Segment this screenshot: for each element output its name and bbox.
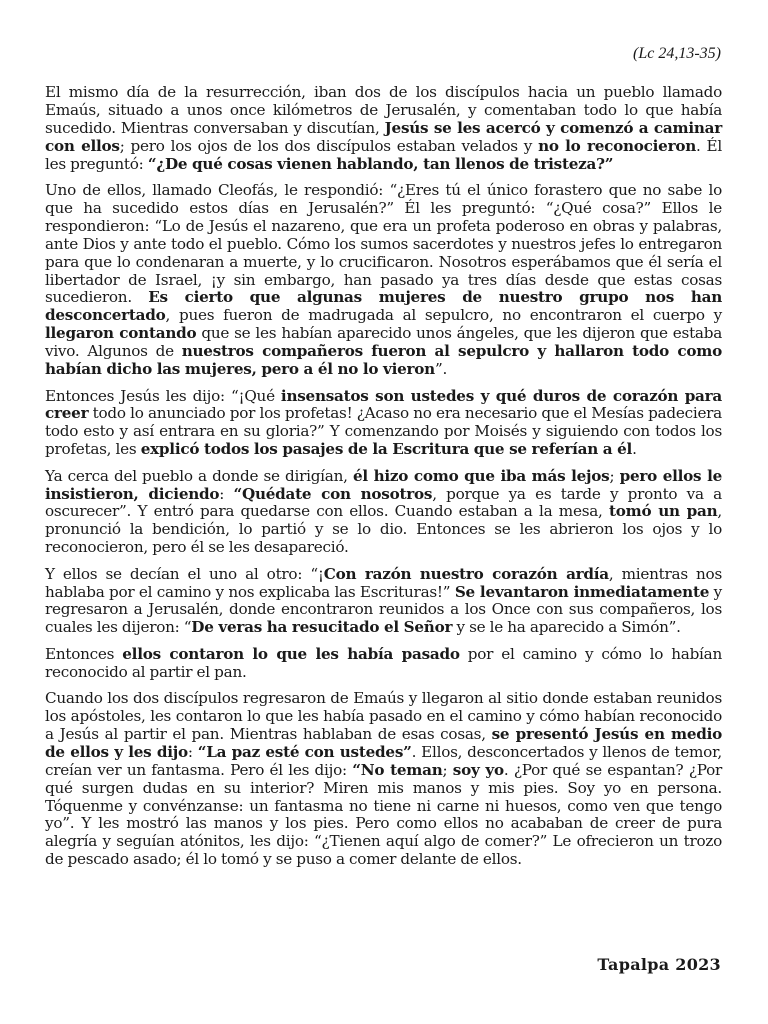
bold-text-run: insensatos son ustedes y qué duros de corazón para creer — [45, 386, 722, 423]
text-run: Cuando los dos discípulos regresaron de Emaús y llegaron al sitio donde estaban reunidos los apóstoles, les contaron lo que les había pasado en el camino y cómo habían reconocido a Jesús al partir el pan. Mientras hablaban de esas cosas, — [45, 689, 722, 743]
text-run: Entonces — [45, 644, 123, 663]
text-run: que se les habían aparecido unos ángeles, que les dijeron que estaba vivo. Algunos de — [45, 324, 722, 361]
bible-reference: (Lc 24,13-35) — [633, 45, 721, 62]
text-run: . Ellos, desconcertados y llenos de temor, creían ver un fantasma. Pero él les dijo: — [45, 742, 722, 779]
bold-text-run: “La paz esté con ustedes” — [197, 742, 412, 761]
text-run: El mismo día de la resurrección, iban dos de los discípulos hacia un pueblo llamado Emaús, situado a unos once kilómetros de Jerusalén, y comentaban todo lo que había sucedido. Mientras conversaban y discutían, — [45, 83, 722, 137]
text-run: todo lo anunciado por los profetas! ¿Acaso no era necesario que el Mesías padeciera todo esto y así entrara en su gloria?” Y comenzando por Moisés y siguiendo con todos los profetas, les — [45, 404, 722, 459]
text-run: Y ellos se decían el uno al otro: “¡ — [45, 564, 324, 583]
text-run: Ya cerca del pueblo a donde se dirigían, — [45, 466, 353, 485]
text-run: y regresaron a Jerusalén, donde encontraron reunidos a los Once con sus compañeros, los cuales les dijeron: “ — [45, 582, 723, 637]
text-run: ; — [609, 466, 620, 485]
bold-text-run: él hizo como que iba más lejos — [352, 466, 610, 485]
paragraph — [45, 690, 722, 869]
bold-text-run: se presentó Jesús en medio de ellos y les dijo — [45, 724, 723, 761]
text-run: ; — [442, 760, 453, 779]
text-run: , mientras nos hablaba por el camino y nos explicaba las Escrituras!” — [45, 564, 722, 601]
paragraph — [45, 182, 722, 379]
bold-text-run: explicó todos los pasajes de la Escritura que se referían a él — [140, 440, 633, 459]
bold-text-run: “No teman — [352, 760, 443, 779]
text-run: : — [187, 742, 198, 761]
text-run: , porque ya es tarde y pronto va a oscurecer”. Y entró para quedarse con ellos. Cuando estaban a la mesa, — [45, 484, 722, 521]
bold-text-run: tomó un pan — [609, 502, 718, 521]
paragraph — [45, 388, 722, 460]
bold-text-run: “¿De qué cosas vienen hablando, tan llenos de tristeza?” — [147, 154, 614, 173]
text-run: ”. — [434, 360, 448, 379]
text-run: . Él les preguntó: — [45, 136, 722, 173]
bold-text-run: Con razón nuestro corazón ardía — [323, 564, 609, 583]
text-run: ; pero los ojos de los dos discípulos estaban velados y — [119, 136, 539, 155]
text-run: : — [219, 484, 234, 503]
bold-text-run: ellos contaron lo que les había pasado — [122, 644, 460, 663]
bold-text-run: llegaron contando — [45, 324, 197, 343]
text-run: Uno de ellos, llamado Cleofás, le respondió: “¿Eres tú el único forastero que no sabe lo que ha sucedido estos días en Jerusalén?” Él les preguntó: “¿Qué cosa?” Ellos le respondieron: “Lo de Jesús el nazareno, que era un profeta poderoso en obras y palabras, ante Dios y ante todo el pueblo. Cómo los sumos sacerdotes y nuestros jefes lo entregaron para que lo condenaran a muerte, y lo crucificaron. Nosotros esperábamos que él sería el libertador de Israel, ¡y sin embargo, han pasado ya tres días desde que estas cosas sucedieron. — [45, 181, 722, 307]
bold-text-run: soy yo — [452, 760, 504, 779]
bold-text-run: Jesús se les acercó y comenzó a caminar con ellos — [45, 118, 722, 155]
bold-text-run: pero ellos le insistieron, diciendo — [45, 466, 723, 503]
signature-place-year: Tapalpa 2023 — [597, 955, 721, 974]
bold-text-run: De veras ha resucitado el Señor — [191, 618, 453, 637]
text-run: , pues fueron de madrugada al sepulcro, no encontraron el cuerpo y — [165, 306, 722, 325]
bold-text-run: Se levantaron inmediatamente — [454, 582, 710, 601]
text-run: , pronunció la bendición, lo partió y se lo dio. Entonces se les abrieron los ojos y lo reconocieron, pero él se les desapareció. — [45, 502, 722, 557]
text-run: . — [632, 440, 637, 459]
bold-text-run: nuestros compañeros fueron al sepulcro y hallaron todo como habían dicho las mujeres, pero a él no lo vieron — [45, 342, 723, 379]
paragraph — [45, 84, 722, 174]
paragraph — [45, 646, 722, 682]
text-run: por el camino y cómo lo habían reconocido al partir el pan. — [45, 644, 722, 681]
text-run: . ¿Por qué se espantan? ¿Por qué surgen dudas en su interior? Miren mis manos y mis pies. Soy yo en persona. Tóquenme y convénzanse: un fantasma no tiene ni carne ni huesos, como ven que tengo yo”. Y les mostró las manos y los pies. Pero como ellos no acababan de creer de pura alegría y seguían atónitos, les dijo: “¿Tienen aquí algo de comer?” Le ofrecieron un trozo de pescado asado; él lo tomó y se puso a comer delante de ellos. — [45, 760, 722, 869]
document-body — [45, 84, 722, 878]
bold-text-run: no lo reconocieron — [538, 136, 697, 155]
bold-text-run: Es cierto que algunas mujeres de nuestro grupo nos han desconcertado — [45, 288, 722, 325]
bold-text-run: “Quédate con nosotros — [233, 484, 433, 503]
paragraph — [45, 566, 722, 638]
paragraph — [45, 468, 722, 558]
text-run: y se le ha aparecido a Simón”. — [452, 618, 681, 637]
text-run: Entonces Jesús les dijo: “¡Qué — [45, 386, 281, 405]
